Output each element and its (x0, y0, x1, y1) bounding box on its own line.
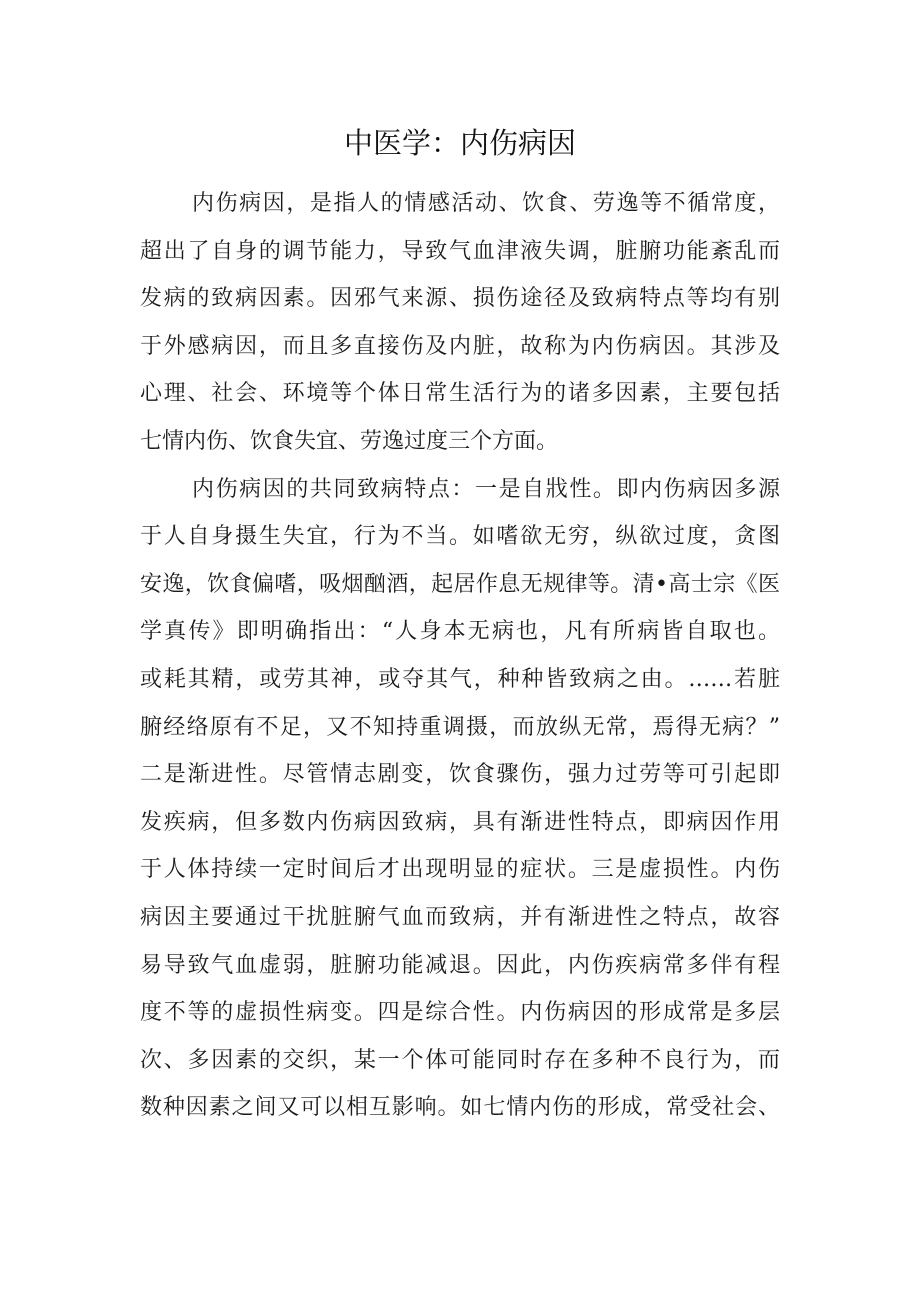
text-line: 发疾病，但多数内伤病因致病，具有渐进性特点，即病因作用 (140, 809, 780, 835)
text-line: 于人体持续一定时间后才出现明显的症状。三是虚损性。内伤 (140, 857, 780, 883)
text-line: 超出了自身的调节能力，导致气血津液失调，脏腑功能紊乱而 (140, 238, 780, 264)
text-line: 病因主要通过干扰脏腑气血而致病，并有渐进性之特点，故容 (140, 904, 780, 930)
text-line: 七情内伤、饮食失宜、劳逸过度三个方面。 (140, 428, 559, 454)
text-line: 易导致气血虚弱，脏腑功能减退。因此，内伤疾病常多伴有程 (140, 952, 780, 978)
text-line: 心理、社会、环境等个体日常生活行为的诸多因素，主要包括 (140, 381, 780, 407)
text-line: 次、多因素的交织，某一个体可能同时存在多种不良行为，而 (140, 1047, 780, 1073)
document-body (140, 180, 780, 1132)
text-line: 数种因素之间又可以相互影响。如七情内伤的形成，常受社会、 (140, 1095, 780, 1121)
text-line: 度不等的虚损性病变。四是综合性。内伤病因的形成常是多层 (140, 1000, 780, 1026)
text-line: 腑经络原有不足，又不知持重调摄，而放纵无常，焉得无病？” (140, 714, 780, 740)
text-line: 于人自身摄生失宜，行为不当。如嗜欲无穷，纵欲过度，贪图 (140, 524, 780, 550)
page-title: 中医学：内伤病因 (343, 126, 576, 160)
text-line: 于外感病因，而且多直接伤及内脏，故称为内伤病因。其涉及 (140, 333, 780, 359)
text-line: 内伤病因，是指人的情感活动、饮食、劳逸等不循常度， (192, 191, 780, 216)
text-line: 或耗其精，或劳其神，或夺其气，种种皆致病之由。……若脏 (140, 666, 780, 692)
text-line: 安逸，饮食偏嗜，吸烟酗酒，起居作息无规律等。清•高士宗《医 (140, 571, 780, 597)
text-line: 内伤病因的共同致病特点：一是自戕性。即内伤病因多源 (192, 476, 780, 502)
text-line: 发病的致病因素。因邪气来源、损伤途径及致病特点等均有别 (140, 286, 780, 312)
text-line: 二是渐进性。尽管情志剧变，饮食骤伤，强力过劳等可引起即 (140, 762, 780, 788)
text-line: 学真传》即明确指出：“人身本无病也，凡有所病皆自取也。 (140, 619, 780, 645)
